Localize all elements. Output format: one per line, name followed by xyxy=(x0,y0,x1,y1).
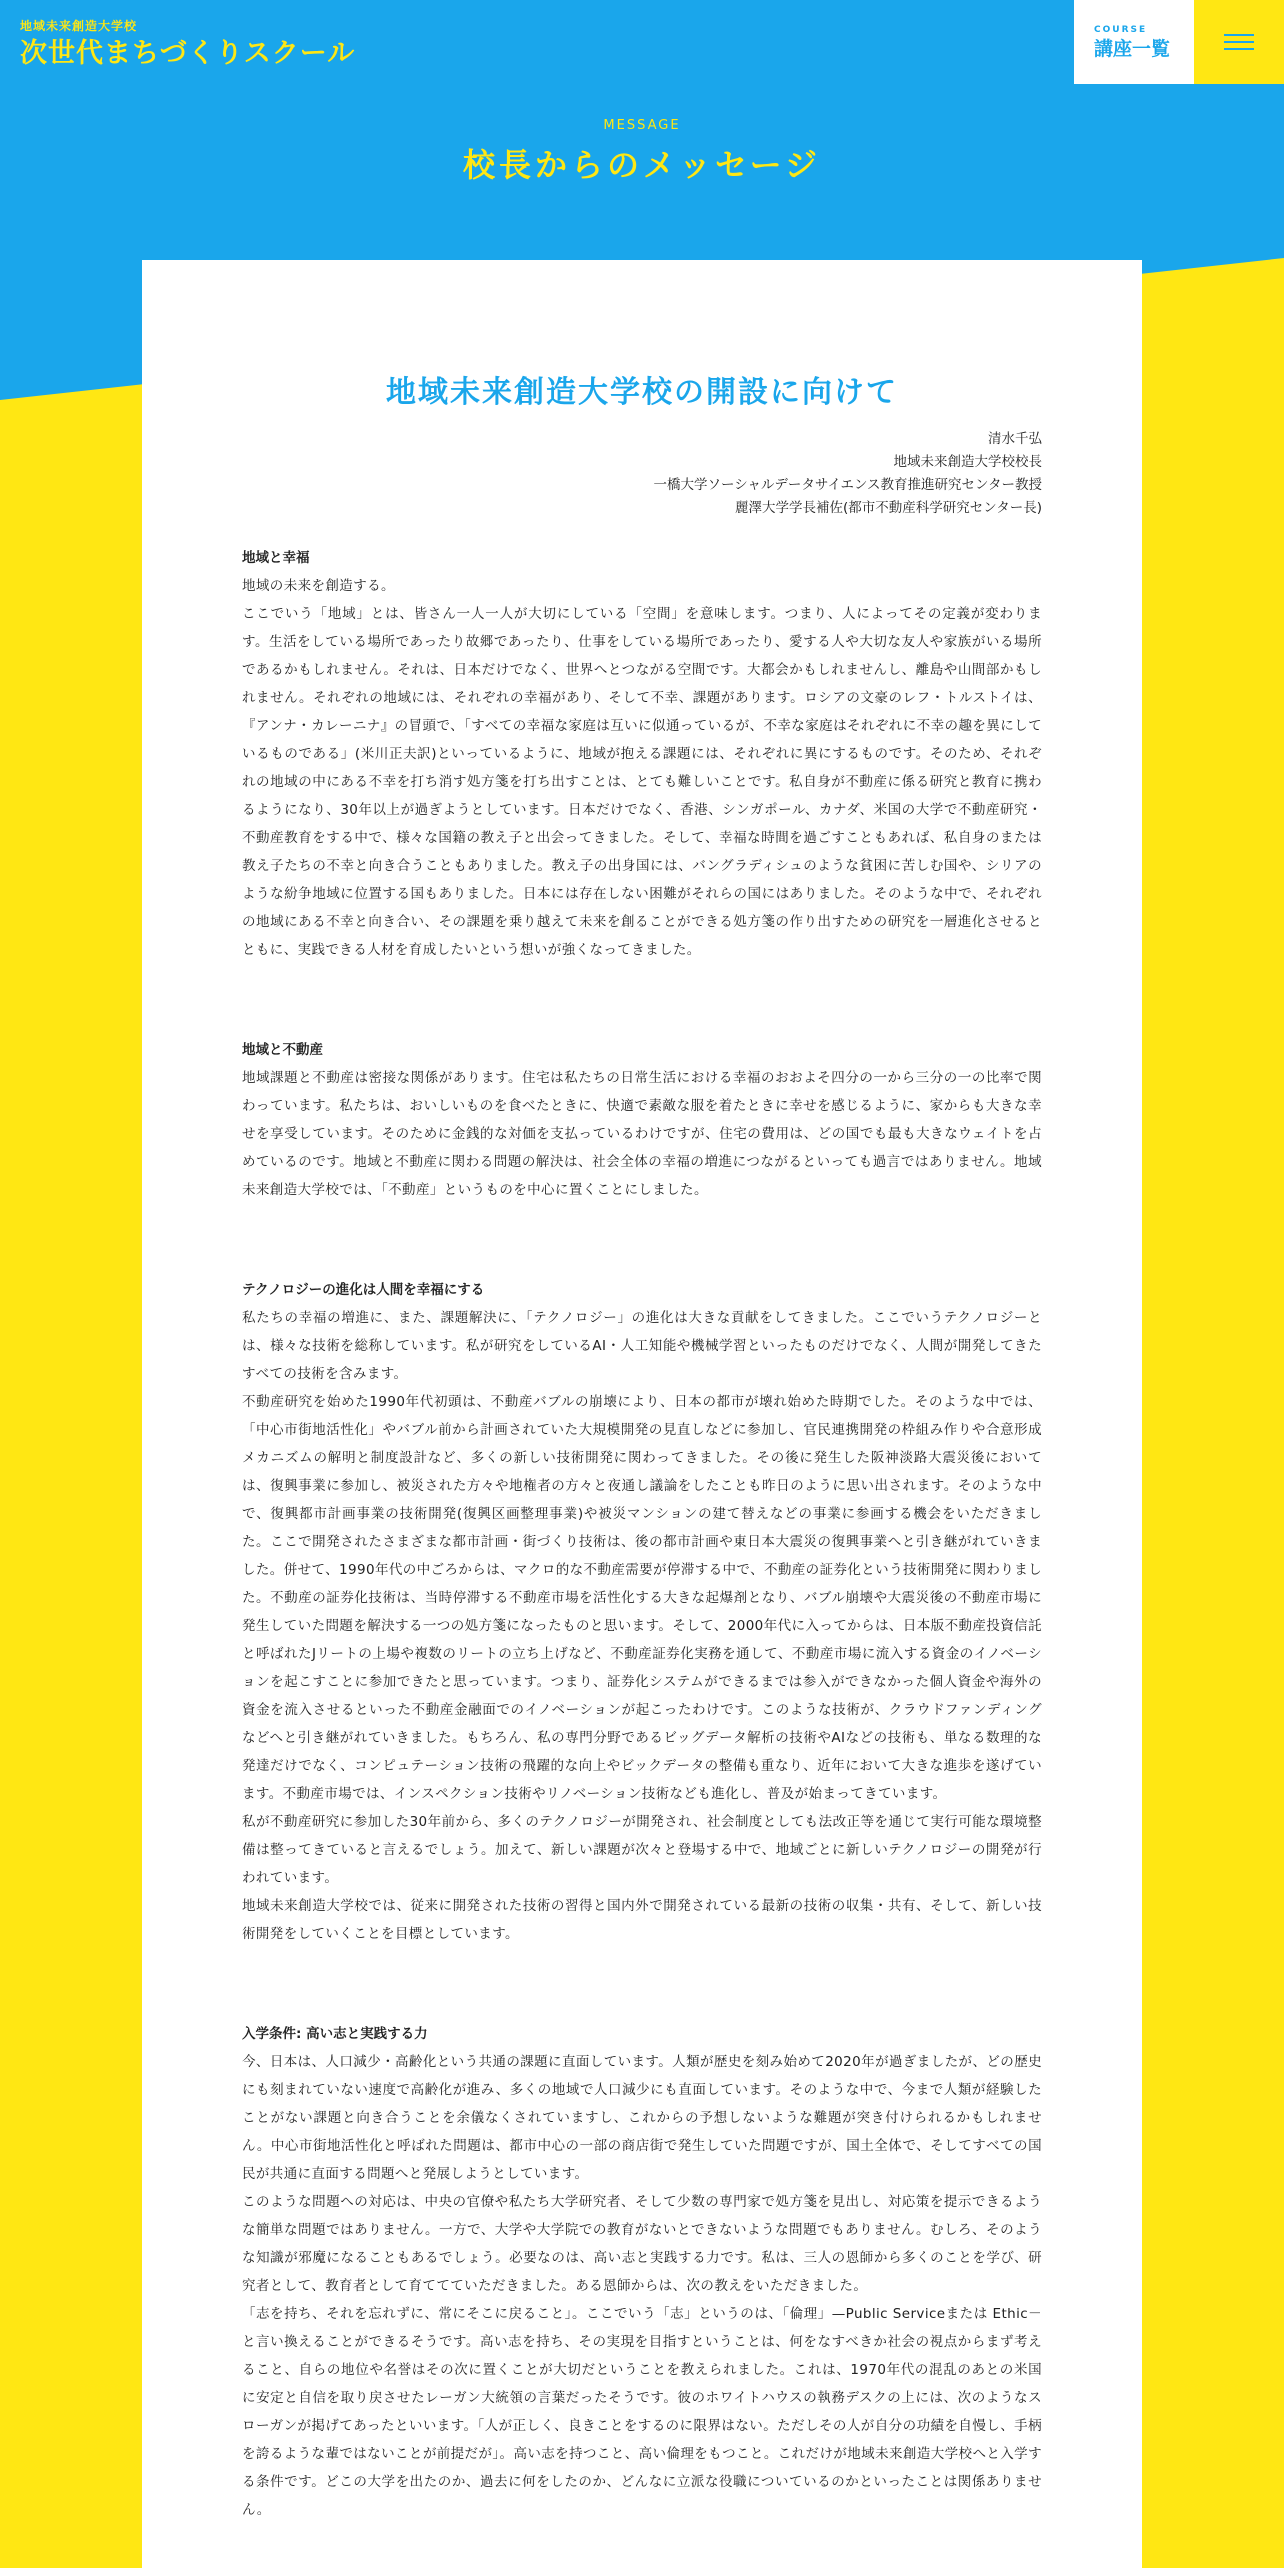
section-paragraph: 今、日本は、人口減少・高齢化という共通の課題に直面しています。人類が歴史を刻み始めて2020年が過ぎましたが、どの歴史にも刻まれていない速度で高齢化が進み、多くの地域で人口減少にも直面しています。そのような中で、今まで人類が経験したことがない課題と向き合うことを余儀なくされていますし、これからの予想しないような難題が突き付けられるかもしれません。中心市街地活性化と呼ばれた問題は、都市中心の一部の商店街で発生していた問題ですが、国土全体で、そしてすべての国民が共通に直面する問題へと発展しようとしています。 xyxy=(242,2054,1042,2182)
course-button-en-label: COURSE xyxy=(1094,25,1148,35)
section-paragraph: 私が不動産研究に参加した30年前から、多くのテクノロジーが開発され、社会制度としても法改正等を通じて実行可能な環境整備は整ってきていると言えるでしょう。加えて、新しい課題が次々と登場する中で、地域ごとに新しいテクノロジーの開発が行われています。 xyxy=(242,1814,1042,1886)
section-paragraph: 私たちの幸福の増進に、また、課題解決に、「テクノロジー」の進化は大きな貢献をしてきました。ここでいうテクノロジーとは、様々な技術を総称しています。私が研究をしているAI・人工知能や機械学習といったものだけでなく、人間が開発してきたすべての技術を含みます。 xyxy=(242,1310,1042,1382)
section-admission xyxy=(242,2020,1042,2524)
section-paragraph: 地域未来創造大学校では、従来に開発された技術の習得と国内外で開発されている最新の技術の収集・共有、そして、新しい技術開発をしていくことを目標としています。 xyxy=(242,1898,1042,1942)
page-hero xyxy=(0,116,1284,188)
section-heading: 地域と不動産 xyxy=(242,1042,323,1058)
page-title: 校長からのメッセージ xyxy=(462,146,822,184)
section-heading: テクノロジーの進化は人間を幸福にする xyxy=(242,1282,485,1298)
author-block xyxy=(242,428,1042,520)
author-affiliation: 一橋大学ソーシャルデータサイエンス教育推進研究センター教授 xyxy=(653,477,1042,493)
menu-button[interactable] xyxy=(1194,0,1284,84)
section-heading: 地域と幸福 xyxy=(242,550,310,566)
course-list-button[interactable] xyxy=(1074,0,1194,84)
site-logo[interactable] xyxy=(20,18,355,72)
logo-subtitle: 地域未来創造大学校 xyxy=(20,19,138,33)
section-paragraph: このような問題への対応は、中央の官僚や私たち大学研究者、そして少数の専門家で処方箋を見出し、対応策を提示できるような簡単な問題ではありません。一方で、大学や大学院での教育がないとできないような問題でもありません。むしろ、そのような知識が邪魔になることもあるでしょう。必要なのは、高い志と実践する力です。私は、三人の恩師から多くのことを学び、研究者として、教育者として育ててていただきました。ある恩師からは、次の教えをいただきました。 xyxy=(242,2194,1042,2294)
section-technology xyxy=(242,1276,1042,1948)
section-paragraph: 地域の未来を創造する。 xyxy=(242,578,395,594)
section-paragraph: 地域課題と不動産は密接な関係があります。住宅は私たちの日常生活における幸福のおおよそ四分の一から三分の一の比率で関わっています。私たちは、おいしいものを食べたときに、快適で素敵な服を着たときに幸せを感じるように、家からも大きな幸せを享受しています。そのために金銭的な対価を支払っているわけですが、住宅の費用は、どの国でも最も大きなウェイトを占めているのです。地域と不動産に関わる問題の解決は、社会全体の幸福の増進につながるといっても過言ではありません。地域未来創造大学校では、「不動産」というものを中心に置くことにしました。 xyxy=(242,1070,1042,1198)
hero-en-label: MESSAGE xyxy=(603,118,681,133)
section-paragraph: ここでいう「地域」とは、皆さん一人一人が大切にしている「空間」を意味します。つまり、人によってその定義が変わります。生活をしている場所であったり故郷であったり、仕事をしている場所であったり、愛する人や大切な友人や家族がいる場所であるかもしれません。それは、日本だけでなく、世界へとつながる空間です。大都会かもしれませんし、離島や山間部かもしれません。それぞれの地域には、それぞれの幸福があり、そして不幸、課題があります。ロシアの文豪のレフ・トルストイは、『アンナ・カレーニナ』の冒頭で、「すべての幸福な家庭は互いに似通っているが、不幸な家庭はそれぞれに不幸の趣を異にしているものである」(米川正夫訳)といっているように、地域が抱える課題には、それぞれに異にするものです。そのため、それぞれの地域の中にある不幸を打ち消す処方箋を打ち出すことは、とても難しいことです。私自身が不動産に係る研究と教育に携わるようになり、30年以上が過ぎようとしています。日本だけでなく、香港、シンガポール、カナダ、米国の大学で不動産研究・不動産教育をする中で、様々な国籍の教え子と出会ってきました。そして、幸福な時間を過ごすこともあれば、私自身のまたは教え子たちの不幸と向き合うこともありました。教え子の出身国には、バングラディシュのような貧困に苦しむ国や、シリアのような紛争地域に位置する国もありました。日本には存在しない困難がそれらの国にはありました。そのような中で、それぞれの地域にある不幸と向き合い、その課題を乗り越えて未来を創ることができる処方箋の作り出すための研究を一層進化させるとともに、実践できる人材を育成したいという想いが強くなってきました。 xyxy=(242,606,1042,958)
logo-title: 次世代まちづくりスクール xyxy=(20,38,356,69)
article-body xyxy=(242,370,1042,2524)
section-region-happiness xyxy=(242,544,1042,964)
section-region-real-estate xyxy=(242,1036,1042,1204)
message-card xyxy=(142,260,1142,2568)
article-title: 地域未来創造大学校の開設に向けて xyxy=(386,375,898,410)
course-button-label: 講座一覧 xyxy=(1094,38,1171,60)
author-role: 地域未来創造大学校校長 xyxy=(893,454,1042,470)
section-paragraph: 「志を持ち、それを忘れずに、常にそこに戻ること」。ここでいう「志」というのは、「倫理」—Public Serviceまたは Ethic－と言い換えることができるそうです。高い志を持ち、その実現を目指すということは、何をなすべきか社会の視点からまず考えること、自らの地位や名誉はその次に置くことが大切だということを教えられました。これは、1970年代の混乱のあとの米国に安定と自信を取り戻させたレーガン大統領の言葉だったそうです。彼のホワイトハウスの執務デスクの上には、次のようなスローガンが掲げてあったといいます。「人が正しく、良きことをするのに限界はない。ただしその人が自分の功績を自慢し、手柄を誇るような輩ではないことが前提だが」。高い志を持つこと、高い倫理をもつこと。これだけが地域未来創造大学校へと入学する条件です。どこの大学を出たのか、過去に何をしたのか、どんなに立派な役職についているのかといったことは関係ありません。 xyxy=(242,2306,1042,2518)
section-paragraph: 不動産研究を始めた1990年代初頭は、不動産バブルの崩壊により、日本の都市が壊れ始めた時期でした。そのような中では、「中心市街地活性化」やバブル前から計画されていた大規模開発の見直しなどに参加し、官民連携開発の枠組み作りや合意形成メカニズムの解明と制度設計など、多くの新しい技術開発に関わってきました。その後に発生した阪神淡路大震災後においては、復興事業に参加し、被災された方々や地権者の方々と夜通し議論をしたことも昨日のように思い出されます。そのような中で、復興都市計画事業の技術開発(復興区画整理事業)や被災マンションの建て替えなどの事業に参画する機会をいただきました。ここで開発されたさまざまな都市計画・街づくり技術は、後の都市計画や東日本大震災の復興事業へと引き継がれていきました。併せて、1990年代の中ごろからは、マクロ的な不動産需要が停滞する中で、不動産の証券化という技術開発に関わりました。不動産の証券化技術は、当時停滞する不動産市場を活性化する大きな起爆剤となり、バブル崩壊や大震災後の不動産市場に発生していた問題を解決する一つの処方箋になったものと思います。そして、2000年代に入ってからは、日本版不動産投資信託と呼ばれたJリートの上場や複数のリートの立ち上げなど、不動産証券化実務を通して、不動産市場に流入する資金のイノベーションを起こすことに参加できたと思っています。つまり、証券化システムができるまでは参入ができなかった個人資金や海外の資金を流入させるといった不動産金融面でのイノベーションが起こったわけです。このような技術が、クラウドファンディングなどへと引き継がれていきました。もちろん、私の専門分野であるビッグデータ解析の技術やAIなどの技術も、単なる数理的な発達だけでなく、コンピュテーション技術の飛躍的な向上やビックデータの整備も重なり、近年において大きな進歩を遂げています。不動産市場では、インスペクション技術やリノベーション技術なども進化し、普及が始まってきています。 xyxy=(242,1394,1042,1802)
section-heading: 入学条件: 高い志と実践する力 xyxy=(242,2026,428,2042)
author-affiliation: 麗澤大学学長補佐(都市不動産科学研究センター長) xyxy=(735,500,1042,516)
site-header xyxy=(0,0,1284,84)
author-name: 清水千弘 xyxy=(988,431,1042,447)
